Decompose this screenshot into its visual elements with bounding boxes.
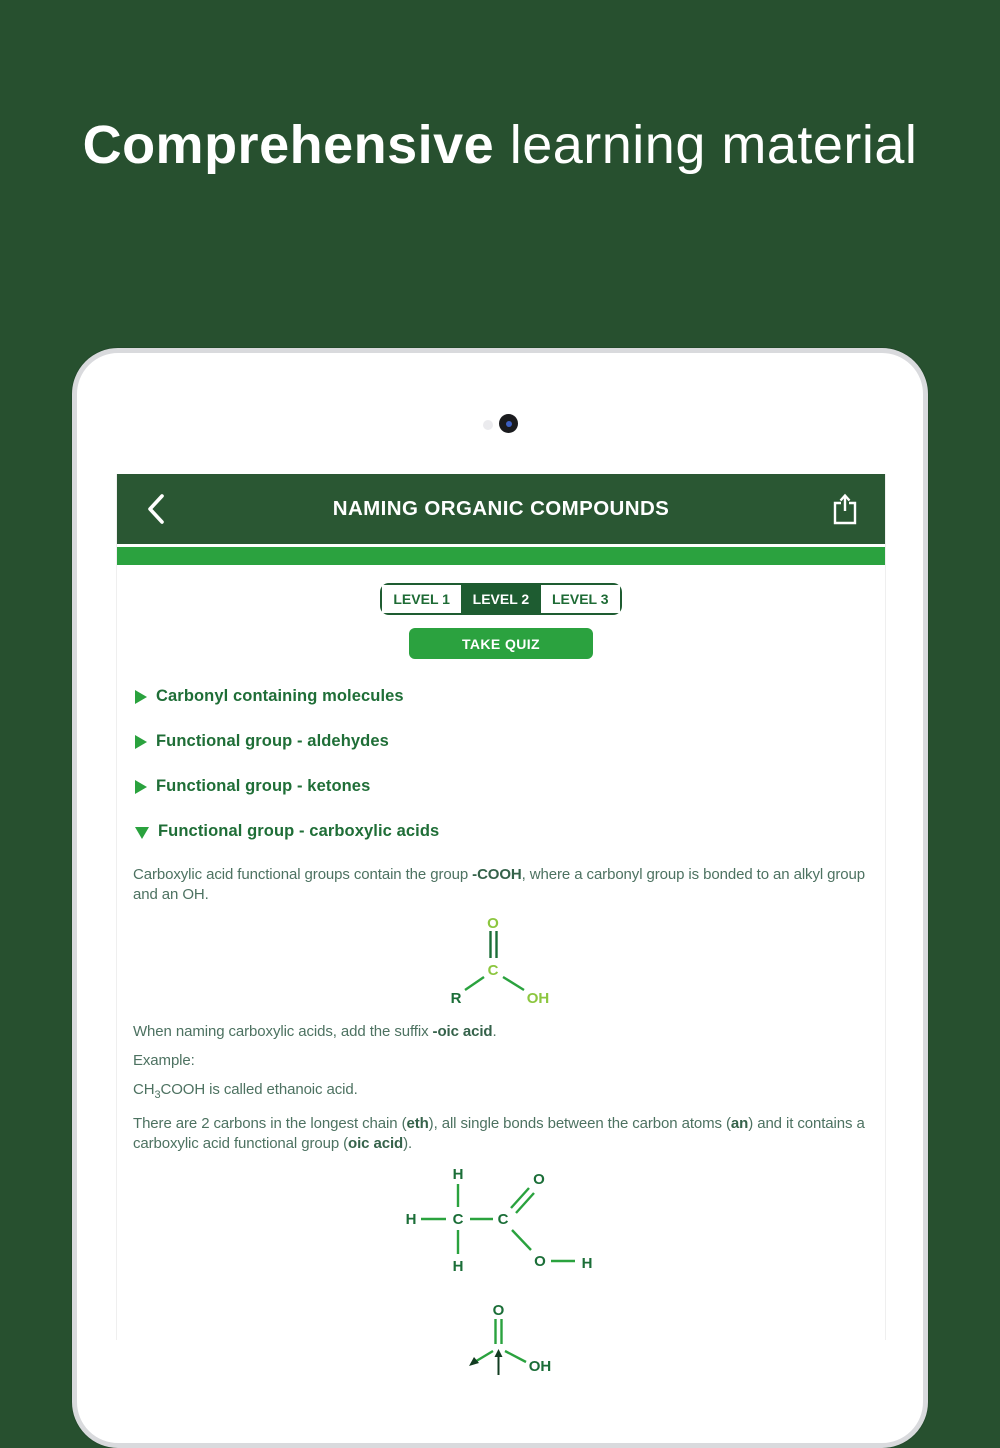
tab-level-3[interactable]: LEVEL 3 — [541, 585, 620, 613]
chevron-left-icon — [143, 491, 169, 527]
hero-heading-rest: learning material — [494, 115, 918, 175]
section-carbonyl-molecules[interactable] — [135, 685, 885, 708]
progress-bar — [117, 547, 885, 565]
paragraph-explanation: There are 2 carbons in the longest chain (eth), all single bonds between the carbon atoms (an) and it contains a carboxylic acid functional group (oic acid). — [133, 1115, 865, 1152]
atom-label: C — [497, 1211, 509, 1228]
annotation-arrow-diagonal — [469, 1357, 479, 1366]
paragraph-suffix: When naming carboxylic acids, add the suffix -oic acid. — [133, 1023, 497, 1040]
annotation-arrow-up — [495, 1349, 503, 1357]
collapsed-triangle-icon — [135, 780, 147, 794]
tablet-frame — [72, 348, 928, 1448]
app-screen — [116, 474, 886, 1375]
collapsed-triangle-icon — [135, 735, 147, 749]
app-bar — [117, 474, 885, 544]
atom-label: R — [450, 990, 462, 1007]
section-content — [117, 865, 885, 1380]
section-label: Functional group - carboxylic acids — [158, 822, 440, 840]
tab-level-1[interactable]: LEVEL 1 — [382, 585, 461, 613]
share-icon — [831, 492, 859, 526]
chemical-structure-diagram — [391, 1157, 611, 1285]
ambient-sensor-dot — [483, 420, 493, 430]
atom-label: H — [452, 1258, 464, 1275]
atom-label: C — [487, 962, 499, 979]
chemical-structure-diagram — [441, 907, 561, 1009]
atom-label: OH — [526, 990, 550, 1007]
structure-generic-carboxylic-acid — [133, 907, 869, 1014]
take-quiz-button[interactable]: TAKE QUIZ — [409, 628, 593, 659]
front-camera-dot — [499, 414, 518, 433]
camera-lens — [506, 421, 512, 427]
paragraph-intro: Carboxylic acid functional groups contain the group -COOH, where a carbonyl group is bonded to an alkyl group and an OH. — [133, 866, 866, 903]
hero-heading-bold: Comprehensive — [82, 115, 495, 175]
hero-heading — [0, 114, 1000, 176]
page-title: NAMING ORGANIC COMPOUNDS — [332, 497, 670, 520]
chemical-structure-diagram — [431, 1295, 571, 1375]
atom-label: O — [492, 1302, 505, 1319]
tab-level-2[interactable]: LEVEL 2 — [461, 585, 540, 613]
structure-partial-annotated — [133, 1295, 869, 1380]
section-aldehydes[interactable] — [135, 730, 885, 753]
section-label: Functional group - aldehydes — [156, 732, 389, 750]
section-label: Functional group - ketones — [156, 777, 371, 795]
atom-label: OH — [528, 1358, 552, 1375]
atom-label: C — [452, 1211, 464, 1228]
level-tabs — [380, 583, 622, 615]
paragraph-ethanoic: $CH_3COOH$ is called ethanoic acid. — [133, 1081, 358, 1101]
structure-ethanoic-acid — [133, 1157, 869, 1290]
section-carboxylic-acids[interactable] — [135, 820, 885, 843]
collapsed-triangle-icon — [135, 690, 147, 704]
paragraph-example: Example: — [133, 1052, 195, 1069]
section-ketones[interactable] — [135, 775, 885, 798]
atom-label: H — [581, 1255, 593, 1272]
atom-label: O — [533, 1171, 545, 1188]
atom-label: H — [405, 1211, 417, 1228]
share-button[interactable] — [819, 492, 859, 526]
atom-label: O — [534, 1253, 546, 1270]
section-label: Carbonyl containing molecules — [156, 687, 404, 705]
atom-label: O — [487, 915, 499, 932]
back-button[interactable] — [143, 491, 183, 527]
expanded-triangle-icon — [135, 827, 149, 839]
atom-label: H — [452, 1166, 464, 1183]
section-list — [135, 685, 885, 843]
